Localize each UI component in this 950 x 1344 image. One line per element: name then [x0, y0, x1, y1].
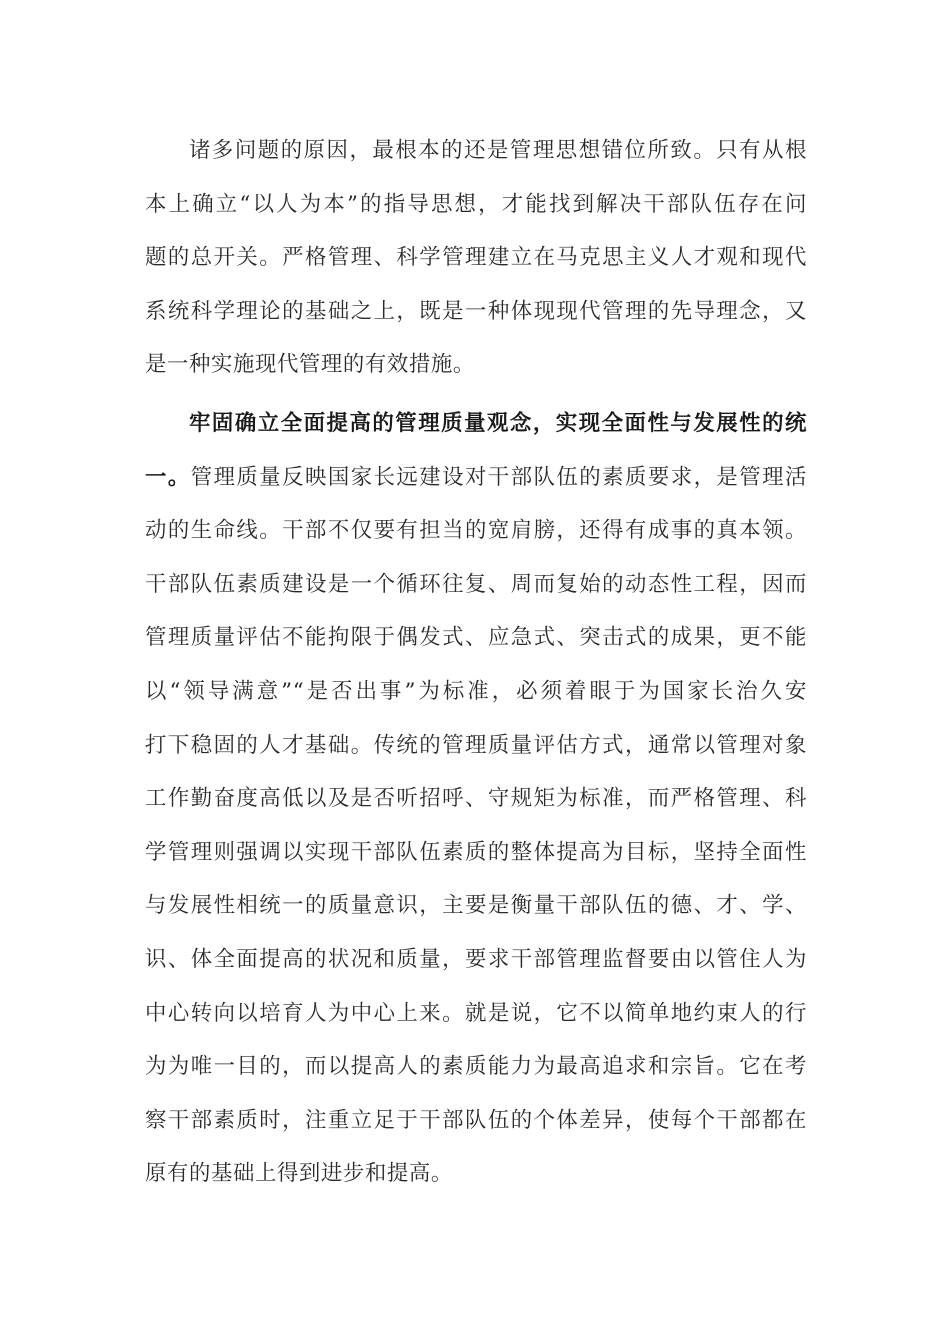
paragraph-line: 干部队伍素质建设是一个循环往复、周而复始的动态性工程，因而 [145, 571, 807, 597]
paragraph-line: 诸多问题的原因，最根本的还是管理思想错位所致。只有从根 [189, 138, 807, 163]
paragraph-line: 原有的基础上得到进步和提高。 [145, 1161, 453, 1187]
paragraph-line: 工作勤奋度高低以及是否听招呼、守规矩为标准，而严格管理、科 [145, 786, 807, 812]
paragraph-line: 与发展性相统一的质量意识，主要是衡量干部队伍的德、才、学、 [145, 893, 807, 919]
paragraph-line: 中心转向以培育人为中心上来。就是说，它不以简单地约束人的行 [145, 1000, 807, 1026]
paragraph-2 [145, 397, 807, 1201]
paragraph-line-rest: 管理质量反映国家长远建设对干部队伍的素质要求，是管理活 [190, 464, 807, 490]
paragraph-line: 本上确立“以人为本”的指导思想，才能找到解决干部队伍存在问 [145, 191, 807, 217]
paragraph-line: 是一种实施现代管理的有效措施。 [145, 352, 475, 378]
paragraph-line: 察干部素质时，注重立足于干部队伍的个体差异，使每个干部都在 [145, 1107, 807, 1133]
paragraph-line: 题的总开关。严格管理、科学管理建立在马克思主义人才观和现代 [145, 245, 807, 271]
paragraph-line: 学管理则强调以实现干部队伍素质的整体提高为目标，坚持全面性 [145, 839, 807, 865]
paragraph-heading-end: 一。 [145, 464, 191, 490]
paragraph-line: 以“领导满意”“是否出事”为标准，必须着眼于为国家长治久安 [145, 678, 807, 704]
paragraph-line: 管理质量评估不能拘限于偶发式、应急式、突击式的成果，更不能 [145, 625, 807, 651]
document-body [145, 124, 807, 1201]
paragraph-line [145, 451, 807, 505]
paragraph-heading-line: 牢固确立全面提高的管理质量观念，实现全面性与发展性的统 [189, 410, 807, 436]
paragraph-1 [145, 124, 807, 392]
paragraph-line: 为为唯一目的，而以提高人的素质能力为最高追求和宗旨。它在考 [145, 1054, 807, 1080]
paragraph-line: 识、体全面提高的状况和质量，要求干部管理监督要由以管住人为 [145, 946, 807, 972]
paragraph-line: 动的生命线。干部不仅要有担当的宽肩膀，还得有成事的真本领。 [145, 518, 807, 544]
paragraph-line: 系统科学理论的基础之上，既是一种体现现代管理的先导理念，又 [145, 298, 807, 324]
paragraph-line: 打下稳固的人才基础。传统的管理质量评估方式，通常以管理对象 [145, 732, 807, 758]
